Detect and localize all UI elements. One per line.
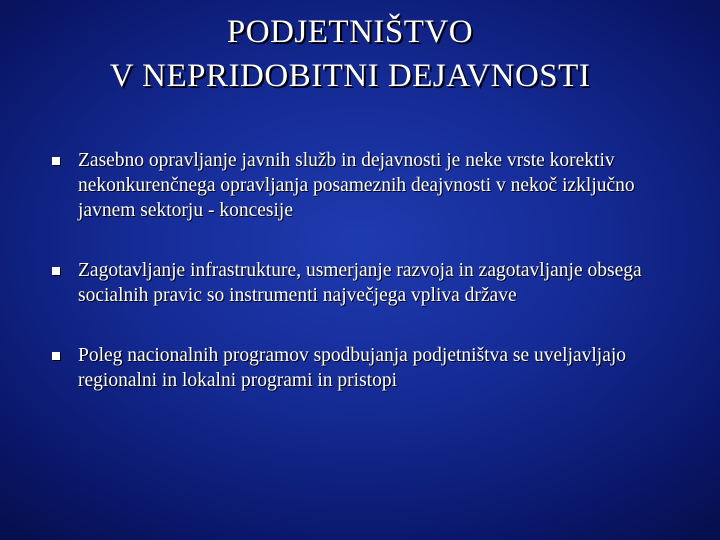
bullet-item-2 <box>46 258 686 308</box>
bullet-item-3 <box>46 343 686 393</box>
square-bullet-icon <box>52 157 60 165</box>
bullet-list <box>46 148 686 393</box>
slide-title <box>0 10 700 98</box>
title-line-2: V NEPRIDOBITNI DEJAVNOSTI <box>109 58 591 94</box>
bullet-text: Zasebno opravljanje javnih služb in dejavnosti je neke vrste korektiv nekonkurenčnega opravljanja posameznih deajvnosti v nekoč izključno javnem sektorju - koncesije <box>78 150 635 221</box>
title-line-1: PODJETNIŠTVO <box>226 14 474 50</box>
bullet-text: Poleg nacionalnih programov spodbujanja podjetništva se uveljavljajo regionalni in lokalni programi in pristopi <box>78 345 627 391</box>
bullet-text: Zagotavljanje infrastrukture, usmerjanje razvoja in zagotavljanje obsega socialnih pravic so instrumenti največjega vpliva države <box>78 260 642 306</box>
square-bullet-icon <box>52 352 60 360</box>
bullet-item-1 <box>46 148 686 223</box>
square-bullet-icon <box>52 267 60 275</box>
